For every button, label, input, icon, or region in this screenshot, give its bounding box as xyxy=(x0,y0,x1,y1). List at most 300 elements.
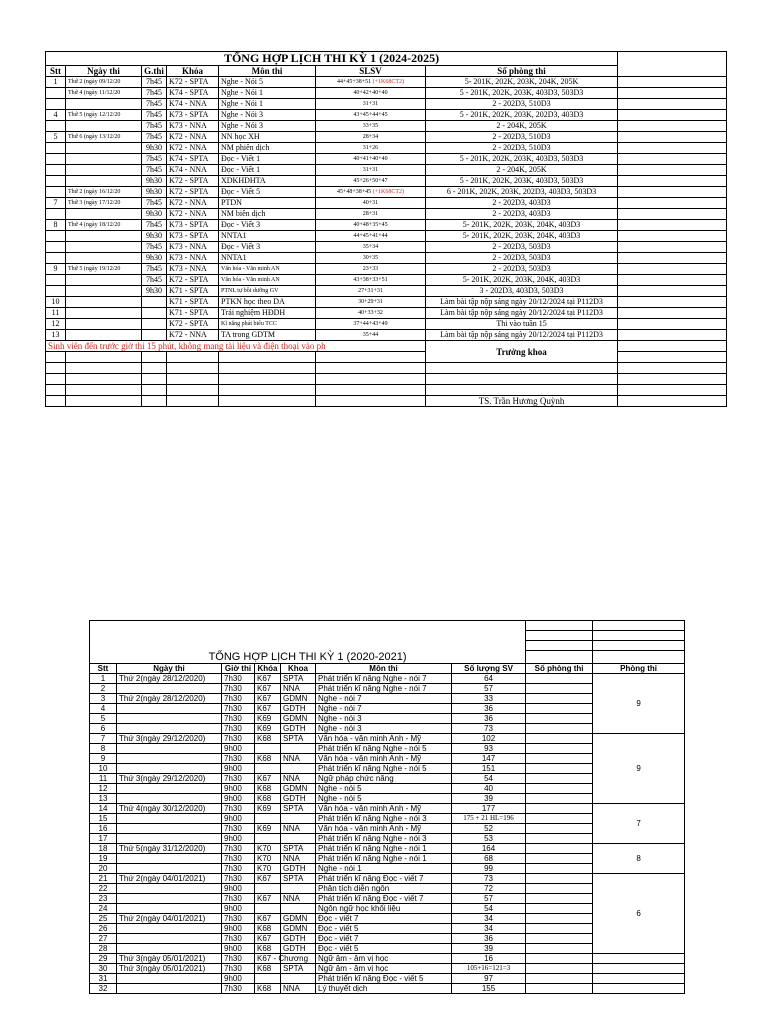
room-count-cell xyxy=(526,683,593,693)
dept-cell: GDTH xyxy=(281,933,316,943)
empty-cell xyxy=(593,621,685,631)
subject-cell: Nghe - nói 5 xyxy=(316,793,452,803)
date-cell: Thứ 2 (ngày 16/12/20 xyxy=(66,187,142,198)
room-count-cell xyxy=(526,823,593,833)
date-cell xyxy=(117,763,222,773)
course-cell: K67 xyxy=(255,913,281,923)
empty-cell xyxy=(219,352,316,363)
dept-cell: NNA xyxy=(281,893,316,903)
rooms-cell: 5 - 201K, 202K, 203K, 202D3, 403D3 xyxy=(426,110,618,121)
student-count: 23+33 xyxy=(362,266,379,272)
student-count-cell: 147 xyxy=(452,753,526,763)
time-cell: 9h00 xyxy=(222,763,255,773)
empty-cell xyxy=(618,297,727,308)
course-cell xyxy=(255,763,281,773)
subject-cell: Văn hóa - Văn minh AN xyxy=(219,264,316,275)
room-count-cell xyxy=(526,753,593,763)
subject-cell: Ngôn ngữ học khối liệu xyxy=(316,903,452,913)
room-count-cell xyxy=(526,673,593,683)
course-cell: K67 - Chương xyxy=(255,953,281,963)
empty-cell xyxy=(618,275,727,286)
time-cell: 7h30 xyxy=(222,913,255,923)
student-count-cell: 54 xyxy=(452,773,526,783)
table-row xyxy=(46,220,727,231)
date-cell xyxy=(66,275,142,286)
time-cell: 7h30 xyxy=(222,963,255,973)
empty-cell xyxy=(316,385,426,396)
stt-cell xyxy=(46,143,66,154)
stt-cell: 10 xyxy=(90,763,117,773)
rooms-cell: 5 - 201K, 202K, 203K, 403D3, 503D3 xyxy=(426,176,618,187)
stt-cell xyxy=(46,121,66,132)
date-cell xyxy=(117,743,222,753)
subject-cell: Phát triển kĩ năng Đọc - viết 7 xyxy=(316,873,452,883)
stt-cell xyxy=(46,99,66,110)
rooms-cell: 2 - 202D3, 403D3 xyxy=(426,209,618,220)
header-row xyxy=(90,663,685,673)
subject-cell: Đọc - Viết 3 xyxy=(219,220,316,231)
date-cell xyxy=(117,973,222,983)
subject-cell: Phát triển kĩ năng Nghe - nói 5 xyxy=(316,743,452,753)
stt-cell: 14 xyxy=(90,803,117,813)
room-count-cell xyxy=(526,923,593,933)
subject-header: Môn thi xyxy=(219,66,316,77)
empty-cell xyxy=(526,641,593,651)
course-cell: K72 - NNA xyxy=(167,198,219,209)
course-cell: K69 xyxy=(255,803,281,813)
dean-name: TS. Trần Hương Quỳnh xyxy=(426,396,618,407)
student-count-cell: 73 xyxy=(452,873,526,883)
course-cell xyxy=(255,743,281,753)
empty-cell xyxy=(46,374,66,385)
empty-cell xyxy=(219,396,316,407)
room-count-cell xyxy=(526,963,593,973)
date-cell xyxy=(66,330,142,341)
course-cell: K72 - NNA xyxy=(167,209,219,220)
student-count: 40+48+35+45 xyxy=(353,222,388,228)
time-cell: 9h00 xyxy=(222,883,255,893)
student-count: 33+35 xyxy=(362,123,379,129)
date-cell: Thứ 6 (ngày 13/12/20 xyxy=(66,132,142,143)
subject-cell: Phát triển kĩ năng Nghe - nói 5 xyxy=(316,763,452,773)
student-count-cell xyxy=(316,132,426,143)
dean-title: Trưởng khoa xyxy=(426,341,618,363)
subject-cell: Đọc - viết 5 xyxy=(316,923,452,933)
student-count-cell xyxy=(316,209,426,220)
rooms-cell: 2 - 202D3, 510D3 xyxy=(426,143,618,154)
table-row xyxy=(90,843,685,853)
student-count: 40+42+40+40 xyxy=(353,90,388,96)
student-count-cell: 93 xyxy=(452,743,526,753)
room-cell xyxy=(593,973,685,983)
stt-cell: 3 xyxy=(90,693,117,703)
date-cell xyxy=(117,753,222,763)
date-cell xyxy=(117,713,222,723)
subject-cell: NM phiên dịch xyxy=(219,143,316,154)
exam-note: Sinh viên đến trước giờ thi 15 phút, không mang tài liệu và điện thoại vào ph xyxy=(46,341,426,352)
student-count-cell: 36 xyxy=(452,713,526,723)
subject-cell: XDKHDHTA xyxy=(219,176,316,187)
date-cell xyxy=(66,286,142,297)
time-cell: 7h45 xyxy=(142,165,167,176)
room-count-cell xyxy=(526,973,593,983)
student-count-cell: 177 xyxy=(452,803,526,813)
student-count-cell: 53 xyxy=(452,833,526,843)
dept-cell xyxy=(281,883,316,893)
dept-cell: SPTA xyxy=(281,843,316,853)
date-cell xyxy=(66,154,142,165)
time-cell: 7h30 xyxy=(222,693,255,703)
rooms-cell: 2 - 202D3, 503D3 xyxy=(426,253,618,264)
date-cell xyxy=(117,933,222,943)
course-cell: K68 xyxy=(255,793,281,803)
empty-cell xyxy=(618,77,727,88)
dept-cell: GDMN xyxy=(281,923,316,933)
table-row xyxy=(46,176,727,187)
stt-cell xyxy=(46,242,66,253)
empty-cell xyxy=(167,374,219,385)
time-cell: 7h45 xyxy=(142,77,167,88)
time-cell: 7h30 xyxy=(222,893,255,903)
date-header: Ngày thi xyxy=(117,663,222,673)
student-count-cell: 40 xyxy=(452,783,526,793)
time-cell: 7h30 xyxy=(222,723,255,733)
time-cell: 7h45 xyxy=(142,198,167,209)
date-cell xyxy=(117,923,222,933)
empty-cell xyxy=(593,631,685,641)
time-cell: 7h45 xyxy=(142,88,167,99)
course-cell: K72 - SPTA xyxy=(167,319,219,330)
date-cell xyxy=(117,853,222,863)
subject-cell: Nghe - Nói 1 xyxy=(219,88,316,99)
room-count-header: Số phòng thi xyxy=(526,663,593,673)
subject-cell: Đọc - viết 7 xyxy=(316,913,452,923)
table-row xyxy=(90,803,685,813)
empty-cell xyxy=(167,396,219,407)
exam-schedule-2020-table xyxy=(89,620,685,994)
empty-cell xyxy=(219,385,316,396)
dept-cell: GDMN xyxy=(281,713,316,723)
date-cell xyxy=(117,823,222,833)
student-count-cell xyxy=(316,242,426,253)
course-cell: K69 xyxy=(255,823,281,833)
date-cell: Thứ 3(ngày 29/12/2020) xyxy=(117,733,222,743)
course-cell: K73 - NNA xyxy=(167,264,219,275)
stt-cell: 5 xyxy=(46,132,66,143)
time-cell: 9h00 xyxy=(222,813,255,823)
table-row xyxy=(90,973,685,983)
time-cell: 9h30 xyxy=(142,143,167,154)
student-count: 31+26 xyxy=(362,145,379,151)
course-cell: K72 - NNA xyxy=(167,143,219,154)
subject-cell: NM biên dịch xyxy=(219,209,316,220)
course-header: Khóa xyxy=(255,663,281,673)
time-cell: 7h30 xyxy=(222,753,255,763)
course-cell: K69 xyxy=(255,723,281,733)
student-count-cell xyxy=(316,77,426,88)
empty-cell xyxy=(618,308,727,319)
rooms-cell: 5 - 201K, 202K, 203K, 403D3, 503D3 xyxy=(426,154,618,165)
date-cell xyxy=(66,143,142,154)
room-count-cell xyxy=(526,873,593,883)
time-cell: 7h30 xyxy=(222,983,255,993)
time-cell xyxy=(142,297,167,308)
time-cell: 7h30 xyxy=(222,823,255,833)
empty-cell xyxy=(142,374,167,385)
stt-cell: 12 xyxy=(90,783,117,793)
time-cell: 9h30 xyxy=(142,231,167,242)
room-count-cell xyxy=(526,953,593,963)
student-count: 31+31 xyxy=(362,167,379,173)
student-count-cell xyxy=(316,154,426,165)
table-row xyxy=(46,319,727,330)
room-count-cell xyxy=(526,703,593,713)
table-row xyxy=(46,187,727,198)
time-cell: 7h30 xyxy=(222,953,255,963)
stt-cell xyxy=(46,209,66,220)
dept-cell: GDTH xyxy=(281,943,316,953)
stt-cell: 1 xyxy=(46,77,66,88)
subject-cell: NNTA1 xyxy=(219,253,316,264)
date-cell xyxy=(66,242,142,253)
empty-cell xyxy=(142,385,167,396)
stt-cell: 30 xyxy=(90,963,117,973)
rooms-cell: 3 - 202D3, 403D3, 503D3 xyxy=(426,286,618,297)
empty-cell xyxy=(593,641,685,651)
student-count-cell xyxy=(316,198,426,209)
empty-cell xyxy=(142,396,167,407)
empty-cell xyxy=(316,352,426,363)
stt-cell: 7 xyxy=(46,198,66,209)
stt-cell xyxy=(46,88,66,99)
dept-cell: SPTA xyxy=(281,803,316,813)
dept-cell: GDTH xyxy=(281,793,316,803)
student-count: 28+31 xyxy=(362,211,379,217)
empty-cell xyxy=(46,396,66,407)
table-row xyxy=(46,99,727,110)
student-count-cell: 33 xyxy=(452,693,526,703)
time-cell: 7h30 xyxy=(222,863,255,873)
stt-cell xyxy=(46,165,66,176)
student-count-cell: 102 xyxy=(452,733,526,743)
course-cell: K73 - SPTA xyxy=(167,231,219,242)
empty-cell xyxy=(618,352,727,363)
rooms-cell: Làm bài tập nộp sáng ngày 20/12/2024 tại P112D3 xyxy=(426,297,618,308)
subject-cell: Văn hóa - văn minh Anh - Mỹ xyxy=(316,823,452,833)
table-row xyxy=(90,963,685,973)
student-count-cell xyxy=(316,176,426,187)
student-count: 45+48+38+45 xyxy=(336,189,372,195)
room-count-cell xyxy=(526,733,593,743)
student-count-cell: 39 xyxy=(452,793,526,803)
stt-cell: 4 xyxy=(90,703,117,713)
room-count-cell xyxy=(526,773,593,783)
subject-cell: Đọc - Viết 3 xyxy=(219,242,316,253)
empty-cell xyxy=(316,374,426,385)
table-row xyxy=(90,873,685,883)
time-cell: 9h00 xyxy=(222,973,255,983)
empty-cell xyxy=(618,396,727,407)
table-row xyxy=(46,88,727,99)
stt-cell xyxy=(46,154,66,165)
room-count-cell xyxy=(526,853,593,863)
student-count-cell xyxy=(316,264,426,275)
room-count-cell xyxy=(526,793,593,803)
stt-cell: 5 xyxy=(90,713,117,723)
date-cell xyxy=(66,165,142,176)
dept-cell xyxy=(281,813,316,823)
subject-cell: Nghe - Nói 1 xyxy=(219,99,316,110)
rooms-cell: 5- 201K, 202K, 203K, 204K, 403D3 xyxy=(426,220,618,231)
course-header: Khóa xyxy=(167,66,219,77)
subject-cell: Kĩ năng phát biểu TCC xyxy=(219,319,316,330)
stt-cell: 11 xyxy=(46,308,66,319)
rooms-cell: Làm bài tập nộp sáng ngày 20/12/2024 tại P112D3 xyxy=(426,308,618,319)
rooms-cell: 5- 201K, 202K, 203K, 204K, 205K xyxy=(426,77,618,88)
time-cell: 9h30 xyxy=(142,187,167,198)
dept-cell: NNA xyxy=(281,823,316,833)
subject-cell: Nghe - Nói 3 xyxy=(219,121,316,132)
time-cell: 7h45 xyxy=(142,242,167,253)
stt-cell: 8 xyxy=(46,220,66,231)
stt-cell: 13 xyxy=(46,330,66,341)
time-cell: 7h45 xyxy=(142,121,167,132)
subject-cell: Nghe - nói 3 xyxy=(316,713,452,723)
dept-cell: SPTA xyxy=(281,673,316,683)
room-cell: 8 xyxy=(593,843,685,873)
time-cell: 7h30 xyxy=(222,873,255,883)
student-count: 44+45+41+44 xyxy=(353,233,388,239)
date-cell xyxy=(66,176,142,187)
time-cell: 7h30 xyxy=(222,843,255,853)
stt-cell: 15 xyxy=(90,813,117,823)
dept-cell: GDMN xyxy=(281,693,316,703)
empty-cell xyxy=(618,209,727,220)
student-count-cell xyxy=(316,99,426,110)
dept-cell: SPTA xyxy=(281,873,316,883)
dept-cell xyxy=(281,973,316,983)
stt-cell: 10 xyxy=(46,297,66,308)
course-cell: K68 xyxy=(255,963,281,973)
student-count: 45+26+50+47 xyxy=(353,178,388,184)
time-cell: 7h45 xyxy=(142,99,167,110)
student-count-cell: 36 xyxy=(452,703,526,713)
dept-cell: NNA xyxy=(281,853,316,863)
rooms-header: Số phòng thi xyxy=(426,66,618,77)
date-cell xyxy=(117,983,222,993)
room-count-cell xyxy=(526,693,593,703)
empty-cell xyxy=(46,385,66,396)
course-cell: K68 xyxy=(255,783,281,793)
student-count: 40+41+40+40 xyxy=(353,156,388,162)
date-cell: Thứ 2(ngày 28/12/2020) xyxy=(117,693,222,703)
time-cell: 9h00 xyxy=(222,943,255,953)
date-cell: Thứ 2(ngày 28/12/2020) xyxy=(117,673,222,683)
table-row xyxy=(46,264,727,275)
date-cell xyxy=(117,703,222,713)
date-cell: Thứ 3(ngày 29/12/2020) xyxy=(117,773,222,783)
date-cell: Thứ 4 (ngày 11/12/20 xyxy=(66,88,142,99)
dept-cell: GDMN xyxy=(281,783,316,793)
student-count-cell: 57 xyxy=(452,893,526,903)
rooms-cell: 5- 201K, 202K, 203K, 204K, 403D3 xyxy=(426,231,618,242)
empty-cell xyxy=(618,220,727,231)
student-count-cell xyxy=(316,319,426,330)
subject-cell: Đọc - viết 5 xyxy=(316,943,452,953)
stt-cell: 4 xyxy=(46,110,66,121)
date-cell: Thứ 5(ngày 31/12/2020) xyxy=(117,843,222,853)
course-cell: K67 xyxy=(255,673,281,683)
student-count-cell xyxy=(316,88,426,99)
exam-schedule-2024-table xyxy=(45,51,727,407)
student-count-cell xyxy=(316,275,426,286)
empty-cell xyxy=(90,641,526,651)
room-count-cell xyxy=(526,833,593,843)
subject-cell: TA trong GDTM xyxy=(219,330,316,341)
subject-cell: Đọc - Viết 1 xyxy=(219,165,316,176)
subject-cell: Phát triển kĩ năng Nghe - nói 3 xyxy=(316,813,452,823)
dept-cell: SPTA xyxy=(281,733,316,743)
date-cell xyxy=(117,813,222,823)
student-count-cell xyxy=(316,110,426,121)
table-row xyxy=(46,132,727,143)
date-cell xyxy=(117,943,222,953)
student-count-cell xyxy=(316,297,426,308)
rooms-cell: 2 - 202D3, 510D3 xyxy=(426,99,618,110)
student-count-cell: 39 xyxy=(452,943,526,953)
subject-cell: Đọc - Viết 1 xyxy=(219,154,316,165)
dept-cell: SPTA xyxy=(281,963,316,973)
stt-cell: 24 xyxy=(90,903,117,913)
rooms-cell: 2 - 204K, 205K xyxy=(426,121,618,132)
room-cell: 6 xyxy=(593,873,685,953)
subject-cell: Phát triển kĩ năng Nghe - nói 7 xyxy=(316,683,452,693)
student-count: 35+34 xyxy=(362,244,379,250)
dept-cell xyxy=(281,903,316,913)
subject-cell: Đọc - viết 7 xyxy=(316,933,452,943)
stt-cell xyxy=(46,275,66,286)
subject-cell: Văn hóa - văn minh Anh - Mỹ xyxy=(316,733,452,743)
stt-cell: 28 xyxy=(90,943,117,953)
student-count-cell xyxy=(316,220,426,231)
student-count-cell xyxy=(316,308,426,319)
time-cell: 7h45 xyxy=(142,220,167,231)
course-cell: K71 - SPTA xyxy=(167,297,219,308)
table-row xyxy=(46,330,727,341)
date-cell xyxy=(66,297,142,308)
empty-cell xyxy=(618,341,727,352)
empty-cell xyxy=(316,396,426,407)
subject-cell: Ngữ pháp chức năng xyxy=(316,773,452,783)
table-row xyxy=(46,143,727,154)
student-count-cell: 151 xyxy=(452,763,526,773)
time-cell: 7h45 xyxy=(142,132,167,143)
stt-cell: 9 xyxy=(46,264,66,275)
course-cell: K67 xyxy=(255,873,281,883)
stt-cell xyxy=(46,187,66,198)
student-count: 37+44+43+49 xyxy=(353,321,388,327)
date-cell xyxy=(66,253,142,264)
table-row xyxy=(46,297,727,308)
room-count-cell xyxy=(526,713,593,723)
date-cell: Thứ 3 (ngày 17/12/20 xyxy=(66,198,142,209)
student-count: 40+33+32 xyxy=(358,310,383,316)
time-cell: 7h30 xyxy=(222,683,255,693)
stt-cell: 7 xyxy=(90,733,117,743)
time-cell: 7h30 xyxy=(222,733,255,743)
room-count-cell xyxy=(526,783,593,793)
stt-cell: 21 xyxy=(90,873,117,883)
